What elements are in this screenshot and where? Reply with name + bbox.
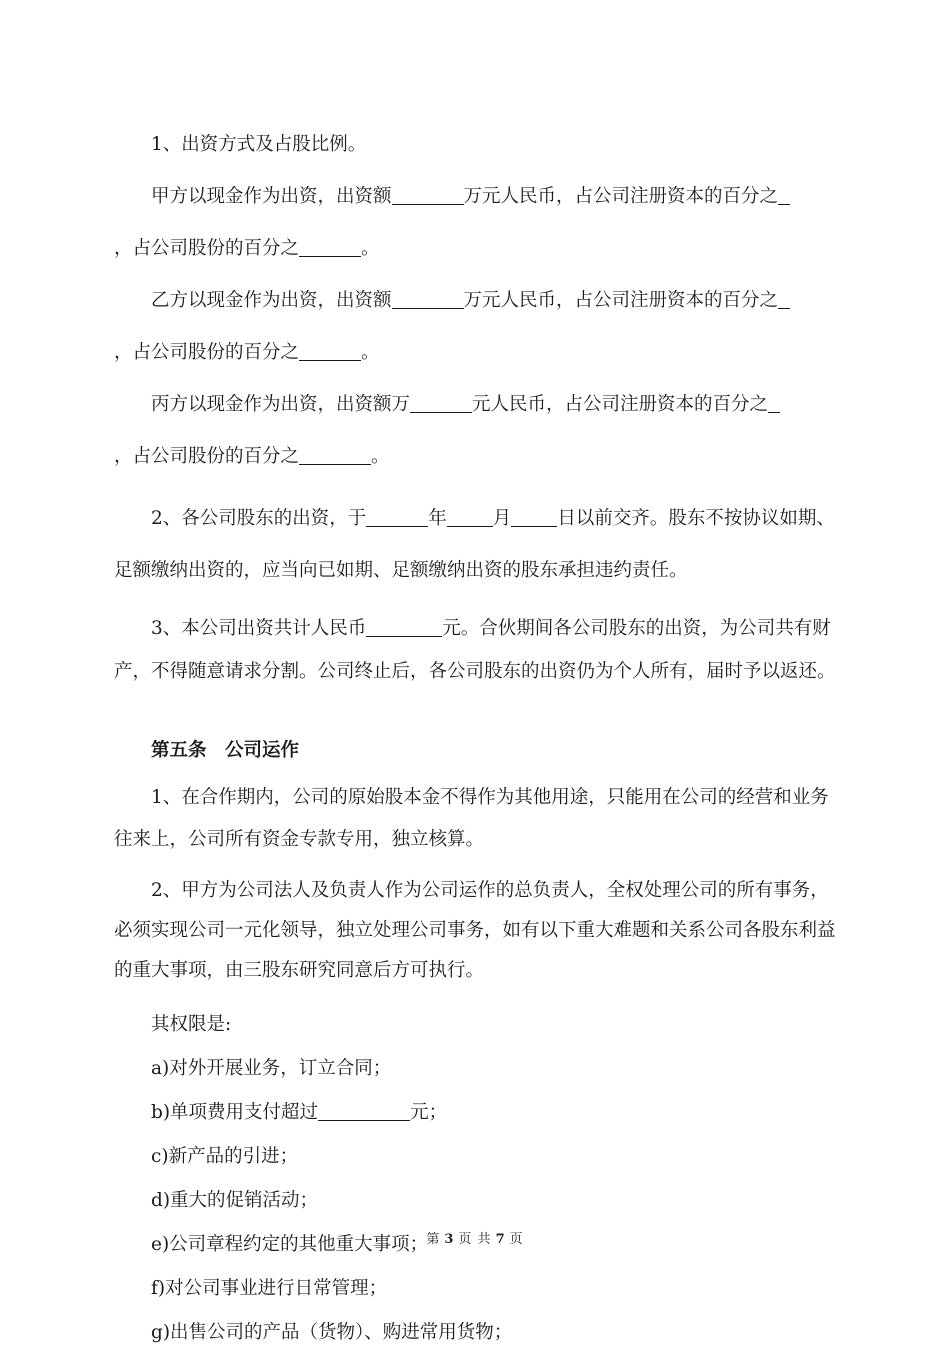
power-b: b)单项费用支付超过 元；	[151, 1102, 448, 1123]
document-body	[114, 129, 840, 1353]
powers-intro: 其权限是:	[151, 1014, 232, 1035]
expense-limit-blank	[318, 1100, 410, 1121]
party-a-share-percent-blank	[299, 236, 361, 257]
contribution-deadline: 2、各公司股东的出资，于 年 月 日以前交齐。股东不按协议如期、足额缴纳出资的，应当向已如期、足额缴纳出资的股东承担违约责任。	[114, 508, 835, 581]
power-d: d)重大的促销活动；	[151, 1190, 319, 1211]
party-c-contribution: 丙方以现金作为出资，出资额万 元人民币，占公司注册资本的百分之	[114, 389, 840, 421]
page-footer: 第 3 页 共 7 页	[426, 1232, 524, 1247]
general-manager-clause: 2、甲方为公司法人及负责人作为公司运作的总负责人，全权处理公司的所有事务，必须实现公司一元化领导，独立处理公司事务，如有以下重大难题和关系公司各股东利益的重大事项，由三股东研究同意后方可执行。	[114, 880, 836, 981]
deadline-month-blank	[447, 506, 493, 527]
power-g: g)出售公司的产品（货物）、购进常用货物；	[151, 1322, 513, 1343]
party-a-capital-percent-blank	[778, 184, 790, 205]
power-e: e)公司章程约定的其他重大事项；	[151, 1234, 429, 1255]
party-c-share: ，占公司股份的百分之 。	[114, 446, 390, 467]
party-b-amount-blank	[392, 288, 464, 309]
total-capital-clause: 3、本公司出资共计人民币 元。合伙期间各公司股东的出资，为公司共有财产，不得随意请求分割。公司终止后，各公司股东的出资仍为个人所有，届时予以返还。	[114, 618, 836, 682]
deadline-year-blank	[366, 506, 428, 527]
capital-usage-clause: 1、在合作期内，公司的原始股本金不得作为其他用途，只能用在公司的经营和业务往来上，公司所有资金专款专用，独立核算。	[114, 787, 829, 850]
total-page-number: 7	[495, 1232, 506, 1247]
power-f: f)对公司事业进行日常管理；	[151, 1278, 388, 1299]
party-b-capital-percent-blank	[778, 288, 790, 309]
party-b-contribution: 乙方以现金作为出资，出资额 万元人民币，占公司注册资本的百分之	[114, 285, 840, 317]
party-a-contribution: 甲方以现金作为出资，出资额 万元人民币，占公司注册资本的百分之	[114, 181, 840, 213]
total-capital-blank	[366, 616, 442, 637]
party-b-share: ，占公司股份的百分之 。	[114, 342, 380, 363]
section5-heading: 第五条 公司运作	[151, 740, 300, 761]
power-c: c)新产品的引进；	[151, 1146, 299, 1167]
investment-method-title: 1、出资方式及占股比例。	[151, 134, 367, 155]
deadline-day-blank	[511, 506, 557, 527]
party-a-amount-blank	[392, 184, 464, 205]
party-c-amount-blank	[410, 392, 472, 413]
party-c-share-percent-blank	[299, 444, 371, 465]
party-a-share: ，占公司股份的百分之 。	[114, 238, 380, 259]
party-c-capital-percent-blank	[768, 392, 780, 413]
party-b-share-percent-blank	[299, 340, 361, 361]
current-page-number: 3	[444, 1232, 455, 1247]
power-a: a)对外开展业务，订立合同；	[151, 1058, 392, 1079]
